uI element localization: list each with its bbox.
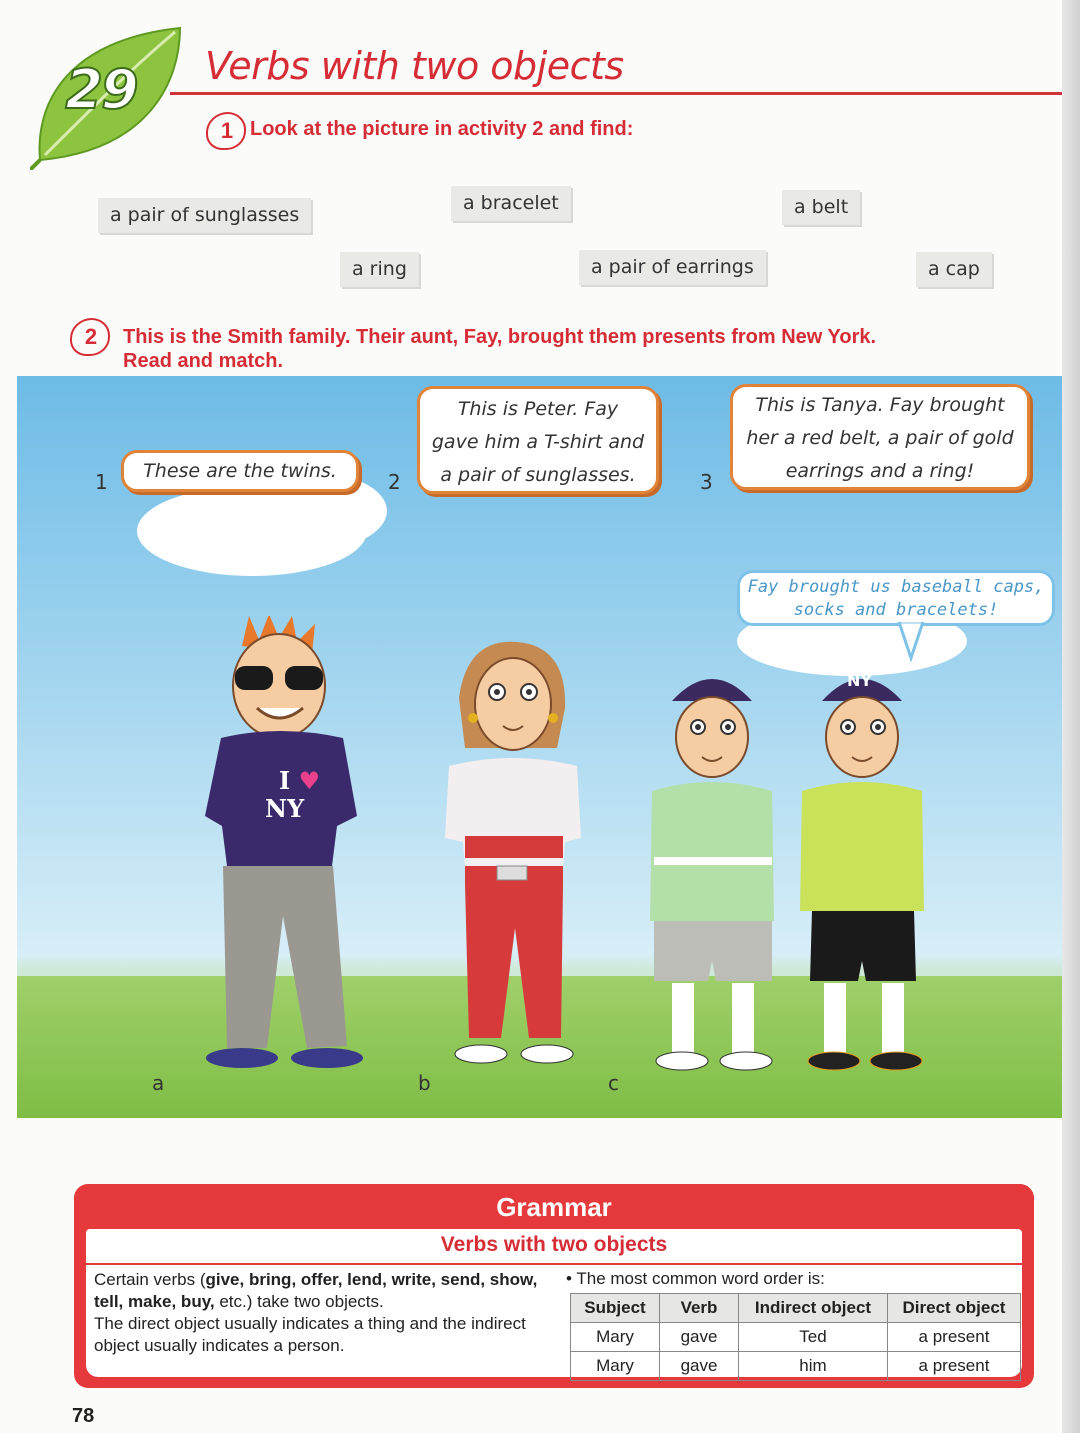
activity-2-instruction-2: Read and match. [123, 350, 284, 372]
bubble-2-line: gave him a T-shirt and [431, 431, 645, 453]
table-cell: Mary [571, 1352, 660, 1381]
word-tag: a pair of sunglasses [98, 198, 311, 233]
shirt-text-1 [279, 766, 320, 795]
figure-label: a [152, 1071, 165, 1095]
twins-speech-bubble [737, 570, 1055, 626]
bubble-3-line: This is Tanya. Fay brought [755, 394, 1005, 416]
grammar-rest: etc.) take two objects. [214, 1292, 384, 1311]
speech-bubble-3 [730, 384, 1030, 490]
bubble-1-text: These are the twins. [143, 460, 337, 482]
grammar-subtitle: Verbs with two objects [440, 1233, 668, 1256]
speech-bubble-2 [417, 386, 659, 494]
grammar-title: Grammar [496, 1192, 612, 1222]
heart-icon: ♥ [298, 766, 321, 795]
activity-1-number-text: 1 [220, 118, 234, 143]
grammar-box [74, 1184, 1034, 1388]
shirt-text-2: NY [265, 794, 305, 823]
family-illustration [17, 376, 1063, 1118]
activity-2-number-text: 2 [84, 324, 98, 349]
table-header: Indirect object [739, 1294, 888, 1323]
cap-text: NY [847, 671, 872, 690]
bubble-number: 1 [95, 470, 108, 494]
activity-2-number [76, 322, 106, 352]
twin-1-figure [642, 661, 782, 1091]
table-cell: him [739, 1352, 888, 1381]
word-tag: a pair of earrings [579, 250, 766, 285]
grammar-content [86, 1229, 1022, 1377]
grammar-divider [86, 1263, 1022, 1265]
activity-1-number [212, 116, 242, 146]
activity-1-instruction: Look at the picture in activity 2 and find: [250, 118, 634, 140]
word-tag: a ring [340, 252, 419, 287]
figure-label: c [608, 1071, 619, 1095]
bubble-number: 2 [388, 470, 401, 494]
twins-speech-line: socks and bracelets! [793, 600, 999, 620]
shirt-letter: I [279, 766, 291, 795]
word-order-note: • The most common word order is: [566, 1269, 825, 1288]
table-header: Direct object [888, 1294, 1021, 1323]
table-cell: Ted [739, 1323, 888, 1352]
speech-tail-icon [897, 622, 927, 662]
bubble-3-line: her a red belt, a pair of gold [746, 427, 1014, 449]
table-row [571, 1323, 1021, 1352]
table-header: Verb [660, 1294, 739, 1323]
word-tag: a belt [782, 190, 860, 225]
unit-title: Verbs with two objects [205, 44, 624, 88]
activity-number-ring-icon [206, 112, 246, 150]
grammar-explanation [94, 1269, 554, 1357]
peter-figure [197, 616, 367, 1086]
twin-2-figure [792, 661, 932, 1091]
table-header-row [571, 1294, 1021, 1323]
table-cell: a present [888, 1352, 1021, 1381]
page-edge-shadow [1062, 0, 1080, 1433]
activity-2-instruction: This is the Smith family. Their aunt, Fay, brought them presents from New York. [123, 326, 877, 348]
tanya-figure [437, 638, 587, 1088]
page-number: 78 [72, 1405, 95, 1427]
unit-number: 29 [65, 58, 137, 121]
table-cell: gave [660, 1352, 739, 1381]
activity-number-ring-icon [70, 318, 110, 356]
word-tag: a cap [916, 252, 992, 287]
word-tag: a bracelet [451, 186, 571, 221]
table-cell: gave [660, 1323, 739, 1352]
bubble-3-line: earrings and a ring! [785, 460, 975, 482]
table-cell: Mary [571, 1323, 660, 1352]
title-divider [170, 92, 1065, 95]
figure-label: b [418, 1071, 431, 1095]
bubble-2-line: a pair of sunglasses. [440, 464, 636, 486]
bubble-number: 3 [700, 470, 713, 494]
table-row [571, 1352, 1021, 1381]
table-cell: a present [888, 1323, 1021, 1352]
speech-bubble-1 [121, 450, 359, 492]
twins-speech-line: Fay brought us baseball caps, [747, 577, 1045, 597]
grammar-verbs: give, bring, offer, lend, write, send, show, tell, make, buy, [94, 1270, 538, 1311]
table-header: Subject [571, 1294, 660, 1323]
grammar-line2: The direct object usually indicates a thing and the indirect object usually indicates a person. [94, 1314, 526, 1355]
word-order-table [570, 1293, 1021, 1381]
bubble-2-line: This is Peter. Fay [457, 398, 619, 420]
grammar-intro: Certain verbs ( [94, 1270, 206, 1289]
